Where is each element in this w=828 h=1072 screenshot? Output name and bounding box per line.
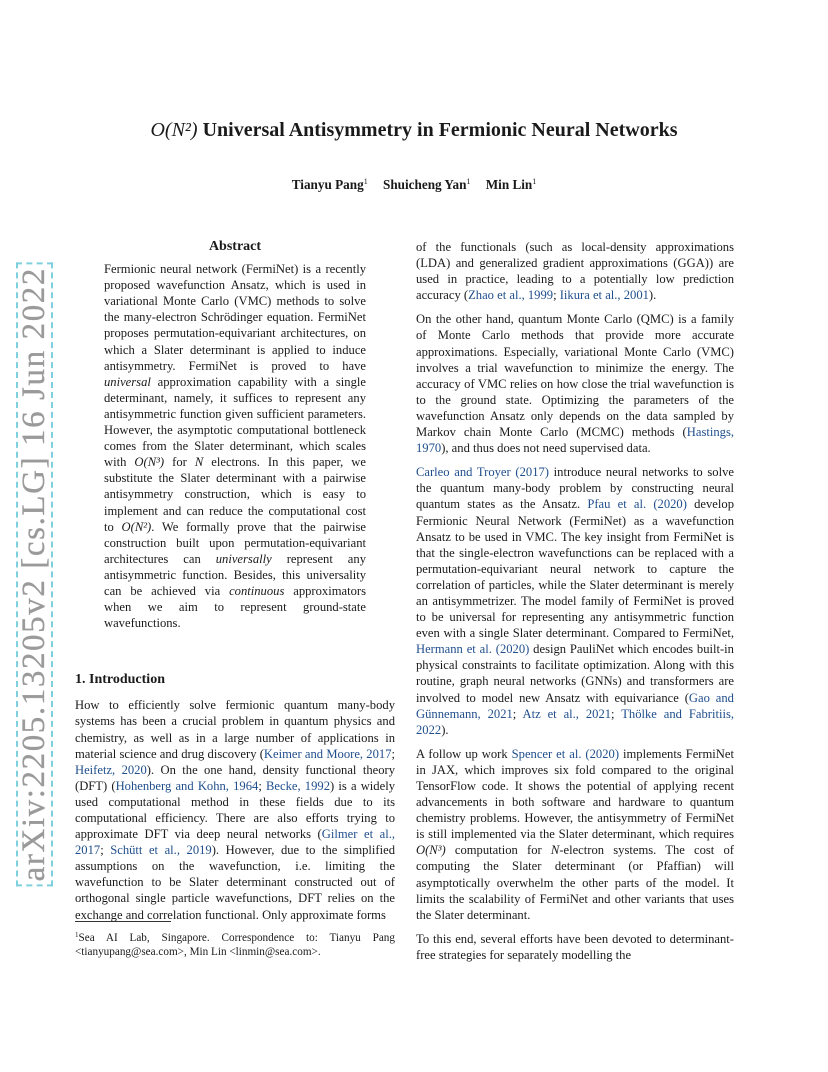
- left-column: [75, 239, 395, 923]
- citation-link[interactable]: Pfau et al. (2020): [587, 497, 687, 512]
- citation-link[interactable]: Becke, 1992: [266, 778, 330, 793]
- citation-link[interactable]: Thölke and Fabritiis, 2022: [416, 706, 734, 737]
- citation-link[interactable]: Heifetz, 2020: [75, 762, 147, 777]
- citation-link[interactable]: Hohenberg and Kohn, 1964: [115, 778, 259, 793]
- paper-title: [0, 119, 828, 142]
- paragraph: Carleo and Troyer (2017) introduce neural networks to solve the quantum many-body problem by constructing neural quantum states as the Ansatz. Pfau et al. (2020) develop Fermionic Neural Network (FermiNet) as a wavefunction Ansatz to be used in VMC. The key insight from FermiNet is that the single-electron wavefunctions can be replaced with a permutation-equivariant neural network to capture the correlation of particles, while the Slater determinant is merely an antisymmetrizer. The model family of FermiNet is proved to be universal for representing any antisymmetric function even with a single Slater determinant. Compared to FermiNet, Hermann et al. (2020) design PauliNet which encodes built-in physical constraints to facilitate optimization. Along with this routine, graph neural networks (GNNs) and transformers are involved to model new Ansatz with equivariance (Gao and Günnemann, 2021; Atz et al., 2021; Thölke and Fabritiis, 2022).: [416, 465, 734, 737]
- citation-link[interactable]: Keimer and Moore, 2017: [263, 746, 392, 761]
- citation-link[interactable]: Schütt et al., 2019: [110, 843, 212, 858]
- footnote: $^1$Sea AI Lab, Singapore. Correspondence to: Tianyu Pang <tianyupang@sea.com>, Min Lin <linmin@sea.com>.: [75, 931, 395, 959]
- introduction-paragraph: How to efficiently solve fermionic quantum many-body systems has been a crucial problem in quantum physics and chemistry, as well as in a large number of applications in material science and drug discovery (Keimer and Moore, 2017; Heifetz, 2020). On the one hand, density functional theory (DFT) (Hohenberg and Kohn, 1964; Becke, 1992) is a widely used computational method in these fields due to its computational efficiency. There are also efforts trying to approximate DFT via deep neural networks (Gilmer et al., 2017; Schütt et al., 2019). However, due to the simplified assumptions on the wavefunction, i.e. limiting the wavefunction to be Slater determinant constructed out of orthogonal single particle wavefunctions, DFT relies on the exchange and correlation functional. Only approximate forms: [75, 698, 396, 922]
- section-heading-introduction: 1. Introduction: [75, 672, 165, 688]
- citation-link[interactable]: Gilmer et al., 2017: [75, 827, 395, 858]
- citation-link[interactable]: Carleo and Troyer (2017): [416, 465, 549, 480]
- paragraph: of the functionals (such as local-density approximations (LDA) and generalized gradient approximations (GGA)) are used in practice, leading to a potentially low prediction accuracy (Zhao et al., 1999; Iikura et al., 2001).: [416, 240, 734, 303]
- citation-link[interactable]: Spencer et al. (2020): [511, 746, 620, 761]
- citation-link[interactable]: Zhao et al., 1999: [468, 288, 554, 303]
- citation-link[interactable]: Iikura et al., 2001: [559, 288, 649, 303]
- right-column: [416, 239, 734, 971]
- author: Tianyu Pang$^1$: [291, 177, 368, 192]
- citation-link[interactable]: Hastings, 1970: [416, 425, 734, 456]
- arxiv-identifier: arXiv:2205.13205v2 [cs.LG] 16 Jun 2022: [16, 262, 53, 886]
- abstract-heading: Abstract: [208, 239, 262, 254]
- paragraph: A follow up work Spencer et al. (2020) implements FermiNet in JAX, which improves six fold compared to the original TensorFlow code. It shows the potential of applying recent advancements in both software and hardware to quantum chemistry problems. However, the antisymmetry of FermiNet is still implemented via the Slater determinant, which requires O(N³) computation for N-electron systems. The cost of computing the Slater determinant (or Pfaffian) will asymptotically overwhelm the other parts of the model. It limits the scalability of FermiNet and other variants that uses the Slater determinant.: [416, 746, 734, 922]
- paragraph: To this end, several efforts have been devoted to determinant-free strategies for separately modelling the: [416, 931, 734, 962]
- author: Min Lin$^1$: [485, 177, 537, 192]
- author: Shuicheng Yan$^1$: [382, 177, 471, 192]
- citation-link[interactable]: Gao and Günnemann, 2021: [416, 690, 734, 721]
- title-math: O(N²): [150, 119, 198, 141]
- abstract-text: Fermionic neural network (FermiNet) is a recently proposed wavefunction Ansatz, which is used in variational Monte Carlo (VMC) methods to solve the many-electron Schrödinger equation. FermiNet proposes permutation-equivariant architectures, on which a Slater determinant is applied to induce antisymmetry. FermiNet is proved to have universal approximation capability with a single determinant, namely, it suffices to represent any antisymmetric function given sufficient parameters. However, the asymptotic computational bottleneck comes from the Slater determinant, which scales with O(N³) for N electrons. In this paper, we substitute the Slater determinant with a pairwise antisymmetry construction, which is easy to implement and can reduce the computational cost to O(N²). We formally prove that the pairwise construction built upon permutation-equivariant architectures can universally represent any antisymmetric function. Besides, this universality can be achieved via continuous approximators when we aim to represent ground-state wavefunctions.: [104, 262, 366, 631]
- citation-link[interactable]: Hermann et al. (2020): [416, 642, 530, 657]
- title-text: Universal Antisymmetry in Fermionic Neural Networks: [202, 119, 678, 141]
- footnote-rule: [75, 921, 171, 922]
- citation-link[interactable]: Atz et al., 2021: [522, 706, 612, 721]
- author-list: [0, 177, 828, 193]
- paragraph: On the other hand, quantum Monte Carlo (QMC) is a family of Monte Carlo methods that provide more accurate approximations. Especially, variational Monte Carlo (VMC) involves a trial wavefunction to minimize the energy. The accuracy of VMC relies on how close the trial wavefunction is to the ground state. Optimizing the parameters of the wavefunction Ansatz only depends on the data sampled by Markov chain Monte Carlo (MCMC) methods (Hastings, 1970), and thus does not need supervised data.: [416, 312, 734, 456]
